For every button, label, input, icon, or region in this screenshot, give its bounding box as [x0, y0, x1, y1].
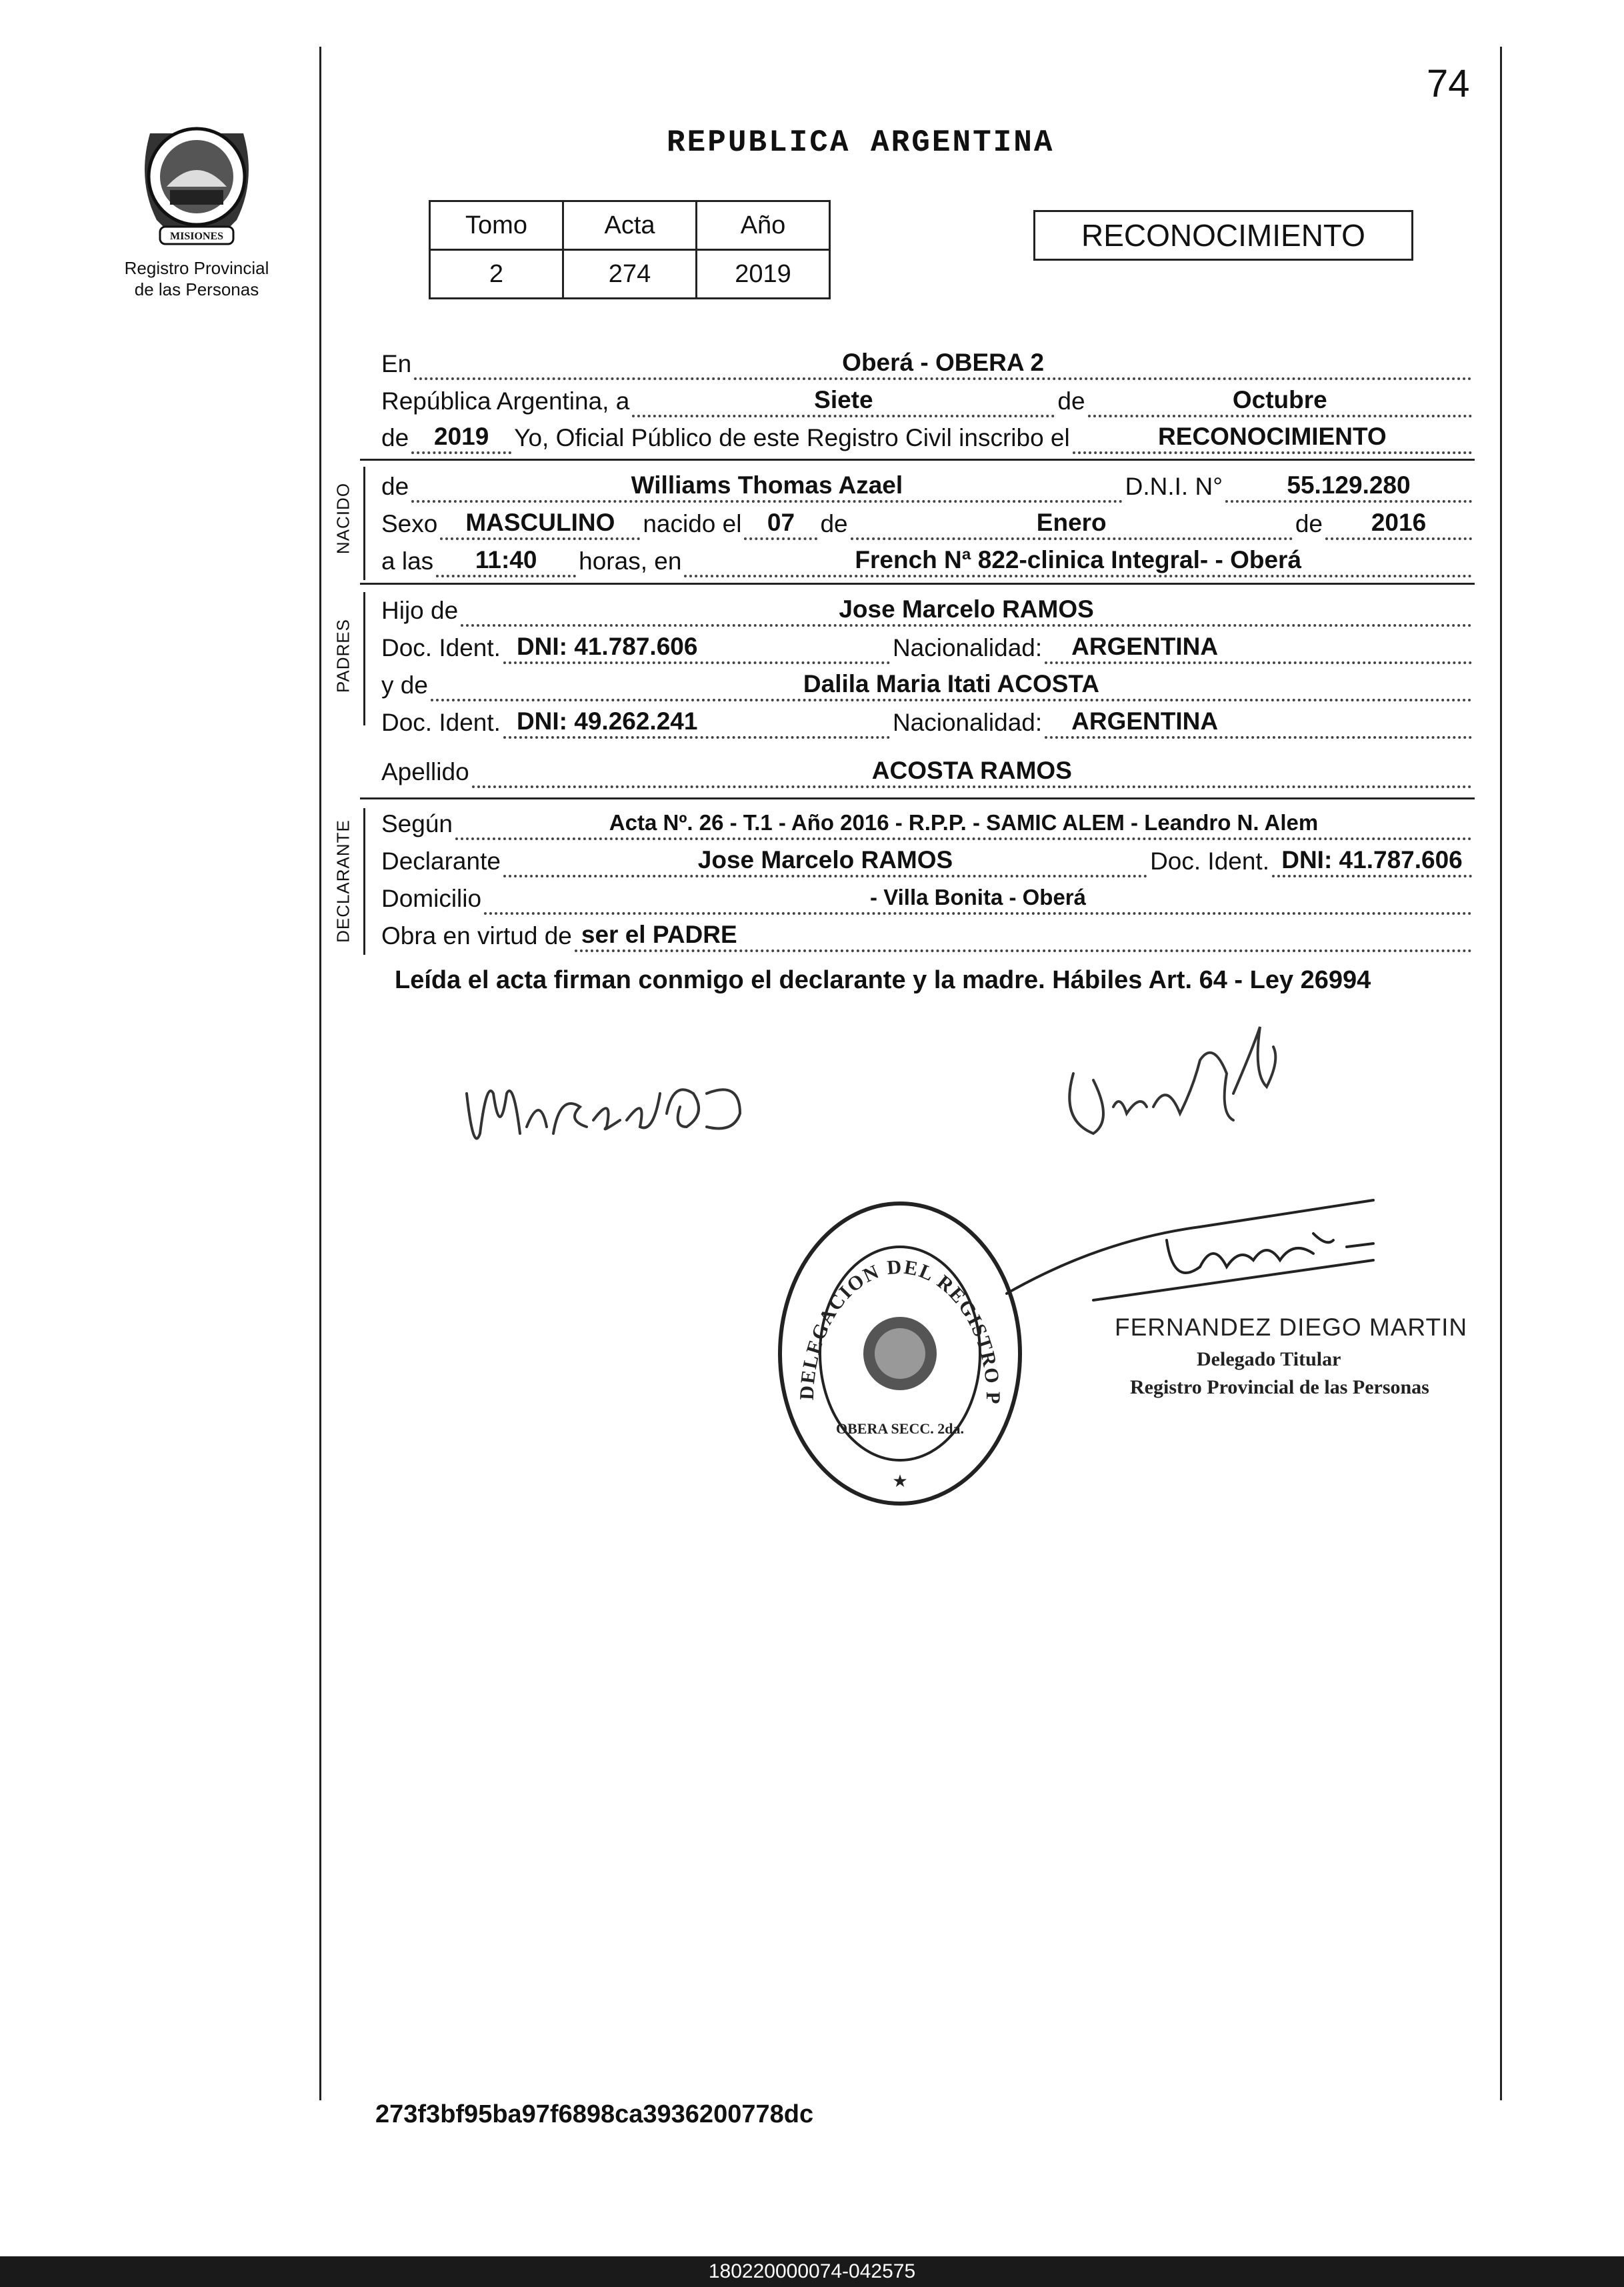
republica-label: República Argentina, a: [381, 387, 630, 415]
lugar-field: [684, 546, 1472, 577]
sexo-field: [440, 509, 640, 540]
madre-doc-label: Doc. Ident.: [381, 709, 501, 736]
padre-doc-label: Doc. Ident.: [381, 634, 501, 661]
official-signature-stroke: [1000, 1187, 1440, 1320]
nacido-de-label: de: [381, 473, 409, 500]
row-domicilio: [381, 883, 1475, 915]
declarante-label: Declarante: [381, 847, 501, 875]
birth-year-field: [1325, 509, 1472, 540]
row-hijo-de: [381, 595, 1475, 627]
padre-nac-value: ARGENTINA: [1071, 633, 1219, 660]
stamp-inner-text: OBERA SECC. 2da.: [836, 1420, 964, 1437]
anio-value: 2019: [697, 250, 830, 299]
month-value: Octubre: [1232, 386, 1327, 413]
document-title: REPUBLICA ARGENTINA: [667, 125, 1055, 160]
place-value: Oberá - OBERA 2: [842, 349, 1045, 376]
domicilio-label: Domicilio: [381, 885, 482, 912]
row-padre-doc: [381, 632, 1475, 664]
y-de-label: y de: [381, 671, 428, 699]
obra-field: [575, 921, 1472, 952]
acta-value: 274: [563, 250, 697, 299]
page-number: 74: [1427, 62, 1470, 105]
domicilio-field: [484, 885, 1472, 915]
row-hora: [381, 545, 1475, 577]
madre-signature-stroke: [1053, 1020, 1307, 1154]
right-margin-line: [1500, 47, 1502, 2100]
acta-header: Acta: [563, 201, 697, 250]
lugar-value: French Nª 822-clinica Integral- - Oberá: [855, 546, 1302, 573]
declarante-bar: [363, 808, 365, 955]
official-signature: [1000, 1187, 1440, 1320]
section-divider-1: [360, 459, 1475, 461]
madre-field: [431, 670, 1472, 701]
birth-month-value: Enero: [1036, 509, 1107, 536]
row-obra: [381, 920, 1475, 952]
dni-label: D.N.I. N°: [1125, 473, 1223, 500]
apellido-value: ACOSTA RAMOS: [871, 757, 1072, 784]
oficial-text: Yo, Oficial Público de este Registro Civil inscribo el: [514, 424, 1070, 451]
stamp-outer-text: DELEGACION DEL REGISTRO P: [795, 1256, 1005, 1406]
sexo-label: Sexo: [381, 510, 438, 537]
hora-field: [436, 546, 576, 577]
row-en: [381, 348, 1475, 380]
obra-label: Obra en virtud de: [381, 922, 572, 949]
footer-id-bar: 180220000074-042575: [0, 2256, 1624, 2287]
declarante-doc-field: [1272, 846, 1472, 877]
padre-nac-field: [1045, 633, 1472, 664]
row-year-act: [381, 422, 1475, 454]
svg-text:★: ★: [892, 1471, 908, 1491]
year-value: 2019: [434, 423, 489, 450]
de-label: de: [1057, 387, 1085, 415]
nacido-bar: [363, 467, 365, 580]
year-field: [411, 423, 511, 454]
padre-nac-label: Nacionalidad:: [892, 634, 1043, 661]
madre-nac-field: [1045, 707, 1472, 739]
provincial-seal-logo: [130, 107, 263, 253]
logo-caption: [107, 257, 287, 300]
madre-value: Dalila Maria Itati ACOSTA: [803, 670, 1100, 697]
svg-text:MISIONES: MISIONES: [169, 231, 224, 242]
anio-header: Año: [697, 201, 830, 250]
declarante-value: Jose Marcelo RAMOS: [697, 846, 953, 873]
padre-field: [461, 595, 1472, 627]
declarante-signature: [453, 1053, 767, 1160]
row-apellido: [381, 756, 1475, 788]
de2-label: de: [381, 424, 409, 451]
logo-caption-line2: de las Personas: [134, 279, 259, 299]
stamp-graphic: [773, 1200, 1027, 1507]
day-field: [632, 386, 1055, 417]
domicilio-value: - Villa Bonita - Oberá: [870, 885, 1087, 909]
row-y-de: [381, 669, 1475, 701]
madre-nac-value: ARGENTINA: [1071, 707, 1219, 735]
section-label-padres: PADRES: [333, 619, 353, 693]
segun-value: Acta Nº. 26 - T.1 - Año 2016 - R.P.P. - SAMIC ALEM - Leandro N. Alem: [609, 810, 1319, 835]
apellido-field: [472, 757, 1472, 788]
act-type-value: RECONOCIMIENTO: [1158, 423, 1387, 450]
birth-month-field: [851, 509, 1293, 540]
child-name-field: [411, 471, 1122, 503]
reference-table-header-row: [430, 201, 830, 250]
section-divider-2: [360, 583, 1475, 585]
left-margin-line: [319, 47, 321, 2100]
official-stamp: [773, 1200, 1027, 1507]
apellido-label: Apellido: [381, 758, 469, 785]
official-role: Delegado Titular: [1197, 1348, 1341, 1370]
place-field: [414, 349, 1472, 380]
birth-day-field: [744, 509, 817, 540]
official-org: Registro Provincial de las Personas: [1130, 1376, 1429, 1398]
padres-bar: [363, 592, 365, 725]
en-label: En: [381, 350, 412, 377]
madre-nac-label: Nacionalidad:: [892, 709, 1043, 736]
month-field: [1088, 386, 1472, 417]
padre-doc-value: DNI: 41.787.606: [516, 633, 698, 660]
row-republica: [381, 385, 1475, 417]
row-sexo: [381, 508, 1475, 540]
hijo-de-label: Hijo de: [381, 597, 459, 624]
tomo-header: Tomo: [430, 201, 563, 250]
madre-signature: [1053, 1020, 1307, 1154]
section-label-declarante: DECLARANTE: [333, 819, 353, 943]
child-name-value: Williams Thomas Azael: [631, 471, 903, 499]
declarante-doc-label: Doc. Ident.: [1150, 847, 1269, 875]
declarante-field: [503, 846, 1147, 877]
padre-doc-field: [503, 633, 890, 664]
madre-doc-field: [503, 707, 890, 739]
logo-caption-line1: Registro Provincial: [124, 258, 269, 278]
row-madre-doc: [381, 707, 1475, 739]
madre-doc-value: DNI: 49.262.241: [516, 707, 698, 735]
hora-value: 11:40: [475, 546, 537, 573]
segun-label: Según: [381, 810, 453, 837]
section-label-nacido: NACIDO: [333, 482, 353, 555]
nacido-de2-label: de: [820, 510, 848, 537]
a-las-label: a las: [381, 547, 434, 575]
section-divider-3: [360, 797, 1475, 799]
row-nacido-name: [381, 471, 1475, 503]
day-value: Siete: [814, 386, 873, 413]
document-type-box: RECONOCIMIENTO: [1033, 210, 1413, 261]
act-type-field: [1073, 423, 1472, 454]
declarante-signature-stroke: [453, 1053, 767, 1160]
horas-en-label: horas, en: [579, 547, 682, 575]
obra-value: ser el PADRE: [581, 921, 737, 948]
seal-graphic: [130, 107, 263, 253]
official-name: FERNANDEZ DIEGO MARTIN: [1115, 1314, 1468, 1341]
birth-day-value: 07: [767, 509, 795, 536]
birth-year-value: 2016: [1371, 509, 1427, 536]
reference-table: [429, 200, 831, 299]
segun-field: [455, 810, 1472, 840]
row-declarante: [381, 845, 1475, 877]
nacido-de3-label: de: [1295, 510, 1323, 537]
nacido-el-label: nacido el: [643, 510, 742, 537]
document-hash: 273f3bf95ba97f6898ca3936200778dc: [375, 2100, 814, 2128]
child-dni-value: 55.129.280: [1287, 471, 1411, 499]
closing-statement: Leída el acta firman conmigo el declarante y la madre. Hábiles Art. 64 - Ley 26994: [395, 966, 1371, 994]
row-segun: [381, 808, 1475, 840]
reference-table-value-row: [430, 250, 830, 299]
child-dni-field: [1225, 471, 1472, 503]
declarante-doc-value: DNI: 41.787.606: [1281, 846, 1463, 873]
padre-value: Jose Marcelo RAMOS: [839, 595, 1094, 623]
sexo-value: MASCULINO: [465, 509, 615, 536]
tomo-value: 2: [430, 250, 563, 299]
